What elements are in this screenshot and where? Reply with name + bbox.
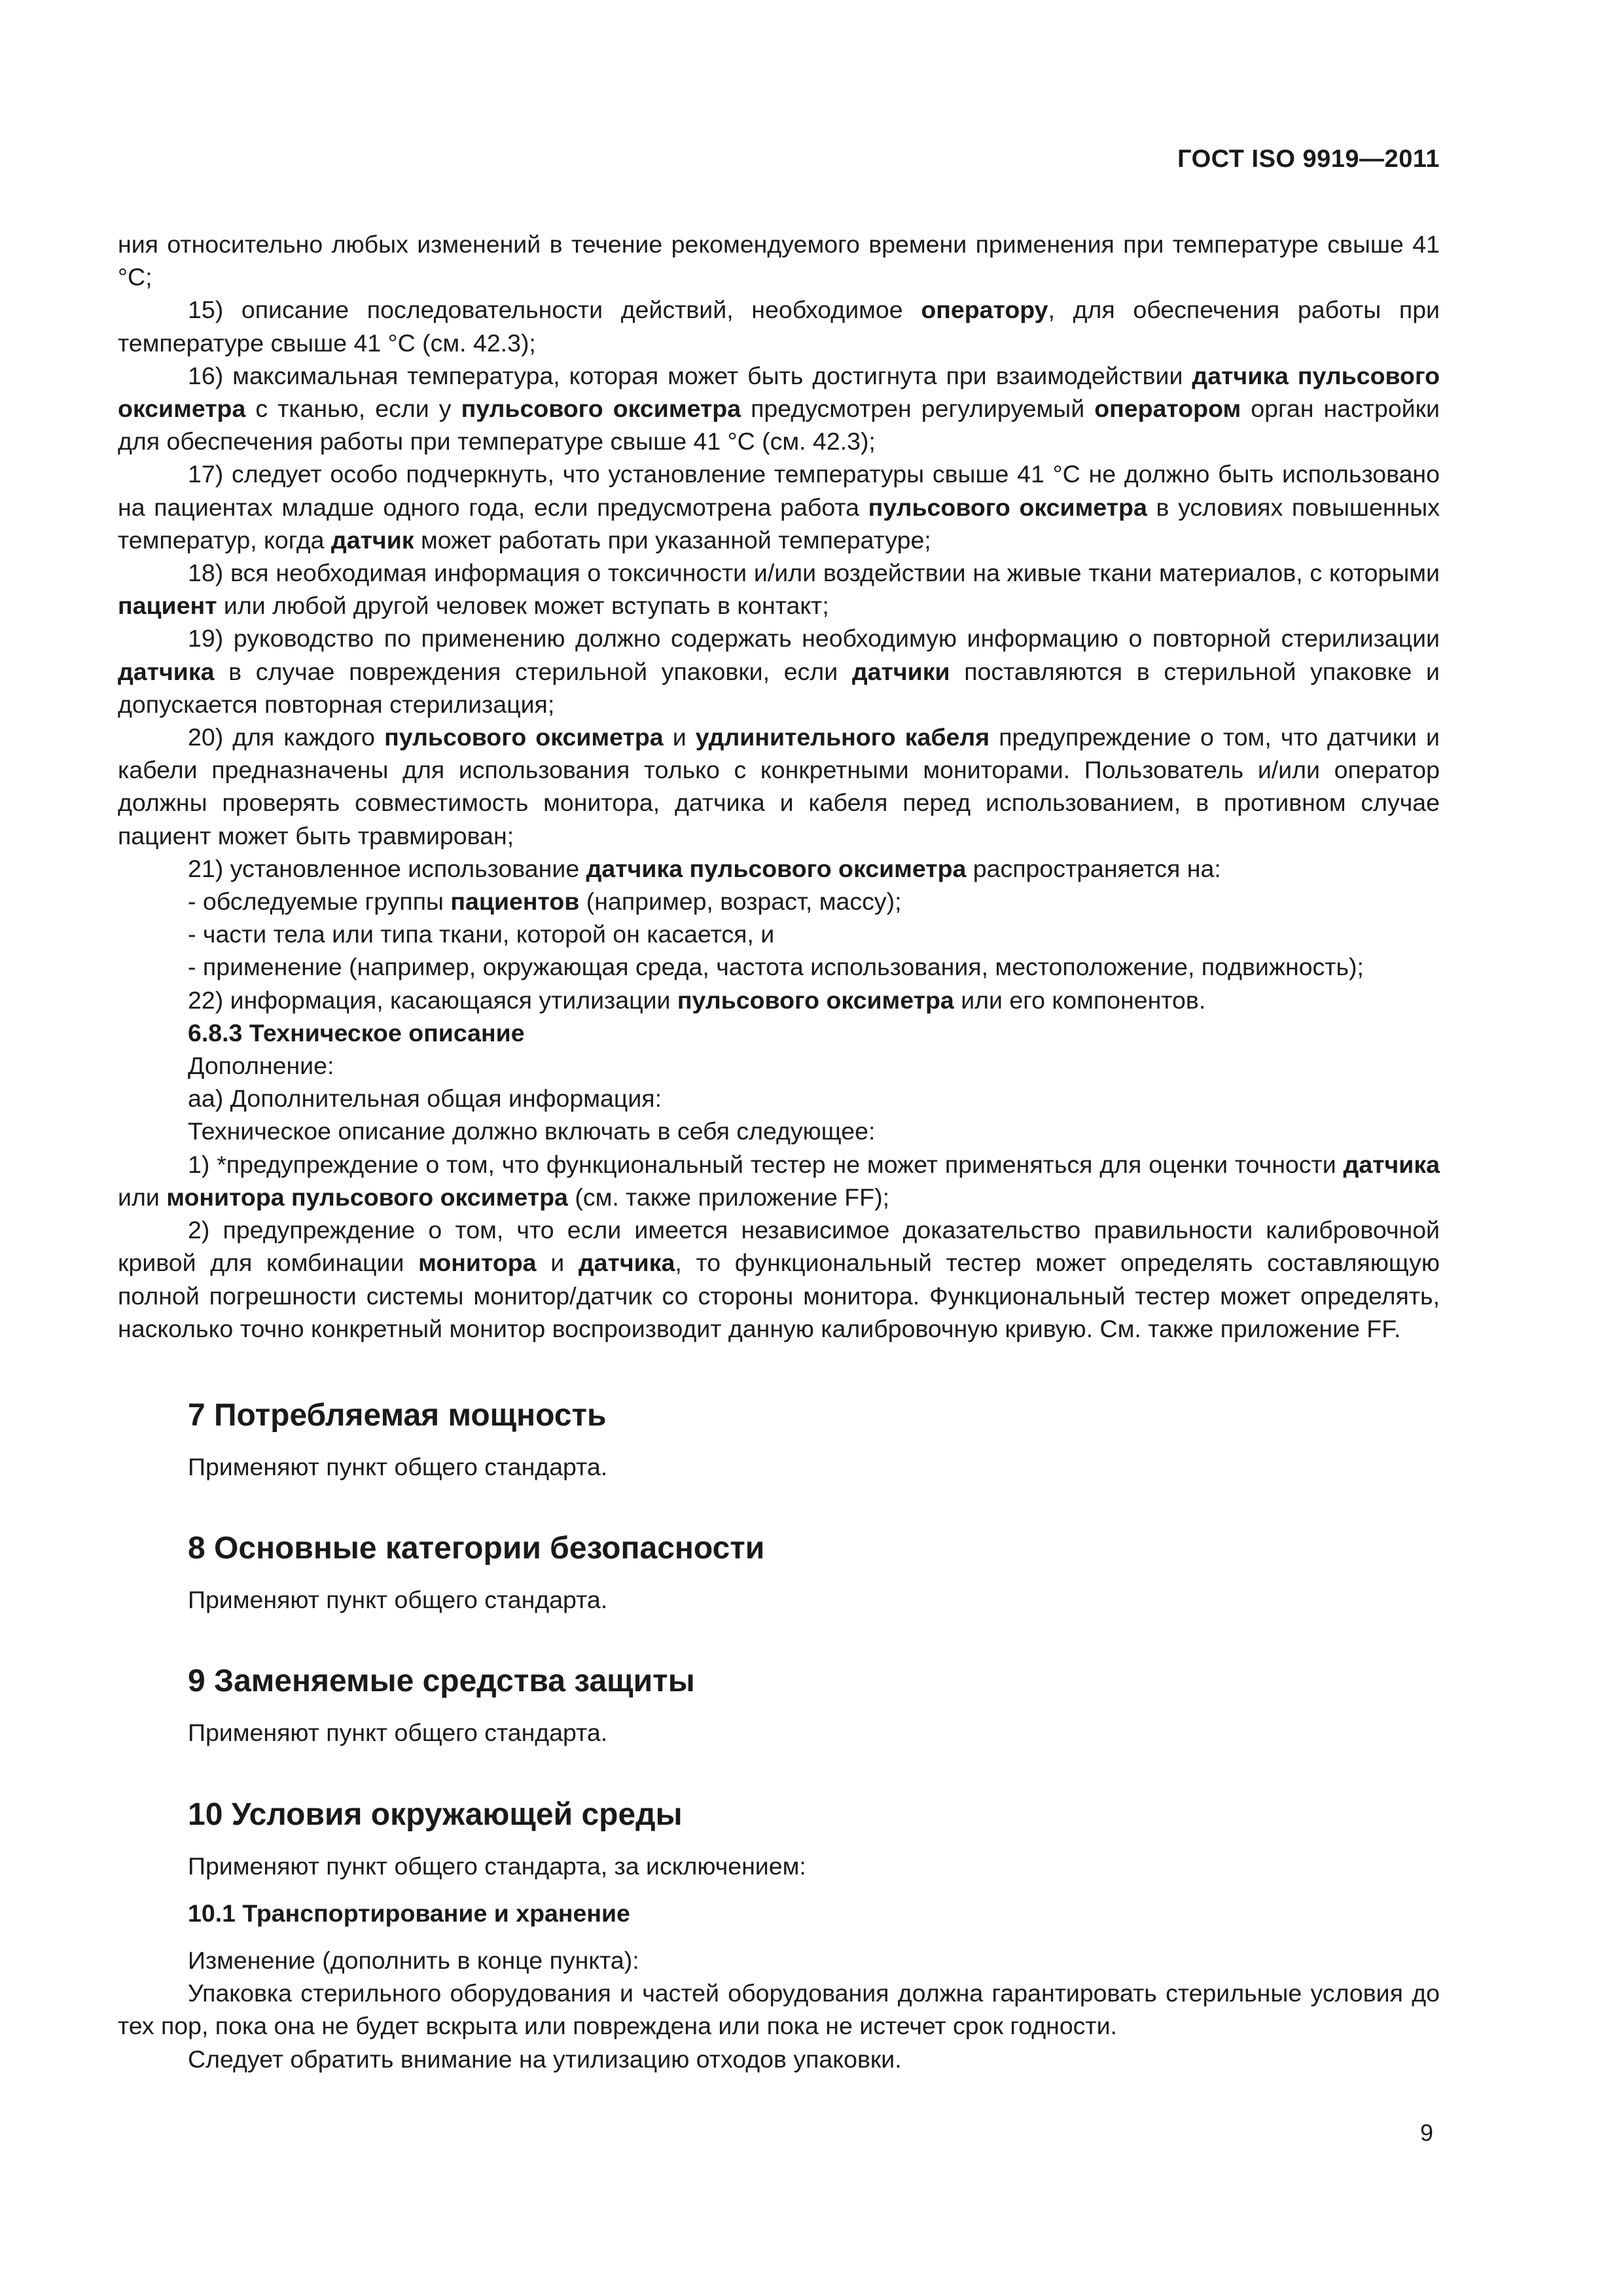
term-bold: оператору xyxy=(921,296,1048,324)
list-item-18: 18) вся необходимая информация о токсичности и/или воздействии на живые ткани материалов, с которыми пациент или любой другой человек может вступать в контакт; xyxy=(118,559,1440,620)
document-page xyxy=(118,0,1440,2296)
term-bold: пульсового оксиметра xyxy=(461,395,741,423)
list-subitem-21-2: - части тела или типа ткани, которой он касается, и xyxy=(188,920,775,948)
list-subitem-21-1: - обследуемые группы пациентов (например, возраст, массу); xyxy=(188,888,902,916)
term-bold: датчика xyxy=(118,657,215,685)
list-item-20: 20) для каждого пульсового оксиметра и удлинительного кабеля предупреждение о том, что датчики и кабели предназначены для использования только с конкретными мониторами. Пользователь и/или оператор должны проверять совместимость монитора, датчика и кабеля перед использованием, в противном случае пациент может быть травмирован; xyxy=(118,723,1440,850)
section-text-9: Применяют пункт общего стандарта. xyxy=(188,1719,608,1747)
paragraph-waste: Следует обратить внимание на утилизацию отходов упаковки. xyxy=(188,2045,902,2073)
list-item-19: 19) руководство по применению должно содержать необходимую информацию о повторной стерилизации датчика в случае повреждения стерильной упаковки, если датчики поставляются в стерильной упаковке и допускается повторная стерилизация; xyxy=(118,624,1440,718)
section-title-9: 9 Заменяемые средства защиты xyxy=(188,1664,695,1699)
term-bold: оператором xyxy=(1094,395,1241,423)
term-bold: пульсового оксиметра xyxy=(868,493,1147,521)
term-bold: монитора xyxy=(418,1249,537,1277)
tech-item-1: 1) *предупреждение о том, что функциональный тестер не может применяться для оценки точности датчика или монитора пульсового оксиметра (см. также приложение FF); xyxy=(118,1150,1440,1211)
section-text-10: Применяют пункт общего стандарта, за исключением: xyxy=(188,1852,806,1880)
paragraph-packaging: Упаковка стерильного оборудования и частей оборудования должна гарантировать стерильные условия до тех пор, пока она не будет вскрыта или повреждена или пока не истечет срок годности. xyxy=(118,1979,1440,2040)
term-bold: пульсового оксиметра xyxy=(384,723,664,751)
term-bold: датчика пульсового оксиметра xyxy=(118,361,1440,423)
document-body xyxy=(118,228,1440,2075)
term-bold: датчика xyxy=(578,1249,675,1277)
section-title-8: 8 Основные категории безопасности xyxy=(188,1531,765,1566)
term-bold: пульсового оксиметра xyxy=(677,986,954,1014)
term-bold: датчик xyxy=(330,526,414,554)
term-bold: пациентов xyxy=(450,888,580,916)
subsection-title-6-8-3: 6.8.3 Техническое описание xyxy=(188,1018,525,1047)
page-number: 9 xyxy=(1419,2119,1433,2146)
document-code-header: ГОСТ ISO 9919—2011 xyxy=(1177,145,1440,173)
list-item-16: 16) максимальная температура, которая может быть достигнута при взаимодействии датчика пульсового оксиметра с тканью, если у пульсового оксиметра предусмотрен регулируемый оператором орган настройки для обеспечения работы при температуре свыше 41 °С (см. 42.3); xyxy=(118,361,1440,456)
addition-label: Дополнение: xyxy=(188,1052,334,1080)
term-bold: датчики xyxy=(851,657,950,685)
section-title-7: 7 Потребляемая мощность xyxy=(188,1397,607,1433)
term-bold: датчика xyxy=(1343,1150,1440,1178)
section-title-10: 10 Условия окружающей среды xyxy=(188,1797,683,1832)
term-bold: пациент xyxy=(118,592,217,620)
tech-item-2: 2) предупреждение о том, что если имеется независимое доказательство правильности калибровочной кривой для комбинации монитора и датчика, то функциональный тестер может определять составляющую полной погрешности системы монитор/датчик со стороны монитора. Функциональный тестер может определять, насколько точно конкретный монитор воспроизводит данную калибровочную кривую. См. также приложение FF. xyxy=(118,1216,1440,1342)
list-item-17: 17) следует особо подчеркнуть, что установление температуры свыше 41 °С не должно быть использовано на пациентах младше одного года, если предусмотрена работа пульсового оксиметра в условиях повышенных температур, когда датчик может работать при указанной температуре; xyxy=(118,460,1440,554)
change-label: Изменение (дополнить в конце пункта): xyxy=(188,1946,639,1974)
term-bold: удлинительного кабеля xyxy=(695,723,990,751)
term-bold: датчика пульсового оксиметра xyxy=(586,854,967,882)
general-info-label: аа) Дополнительная общая информация: xyxy=(188,1085,662,1113)
list-item-21: 21) установленное использование датчика пульсового оксиметра распространяется на: xyxy=(188,854,1221,882)
list-subitem-21-3: - применение (например, окружающая среда, частота использования, местоположение, подвижность); xyxy=(188,953,1364,981)
subsection-title-10-1: 10.1 Транспортирование и хранение xyxy=(188,1899,630,1927)
term-bold: монитора пульсового оксиметра xyxy=(166,1183,568,1211)
list-item-15: 15) описание последовательности действий, необходимое оператору, для обеспечения работы при температуре свыше 41 °С (см. 42.3); xyxy=(118,296,1440,357)
section-text-7: Применяют пункт общего стандарта. xyxy=(188,1452,608,1480)
list-item-22: 22) информация, касающаяся утилизации пульсового оксиметра или его компонентов. xyxy=(188,986,1206,1014)
tech-description-intro: Техническое описание должно включать в себя следующее: xyxy=(188,1117,876,1145)
section-text-8: Применяют пункт общего стандарта. xyxy=(188,1586,608,1614)
paragraph-continuation: ния относительно любых изменений в течение рекомендуемого времени применения при температуре свыше 41 °С; xyxy=(118,230,1440,291)
